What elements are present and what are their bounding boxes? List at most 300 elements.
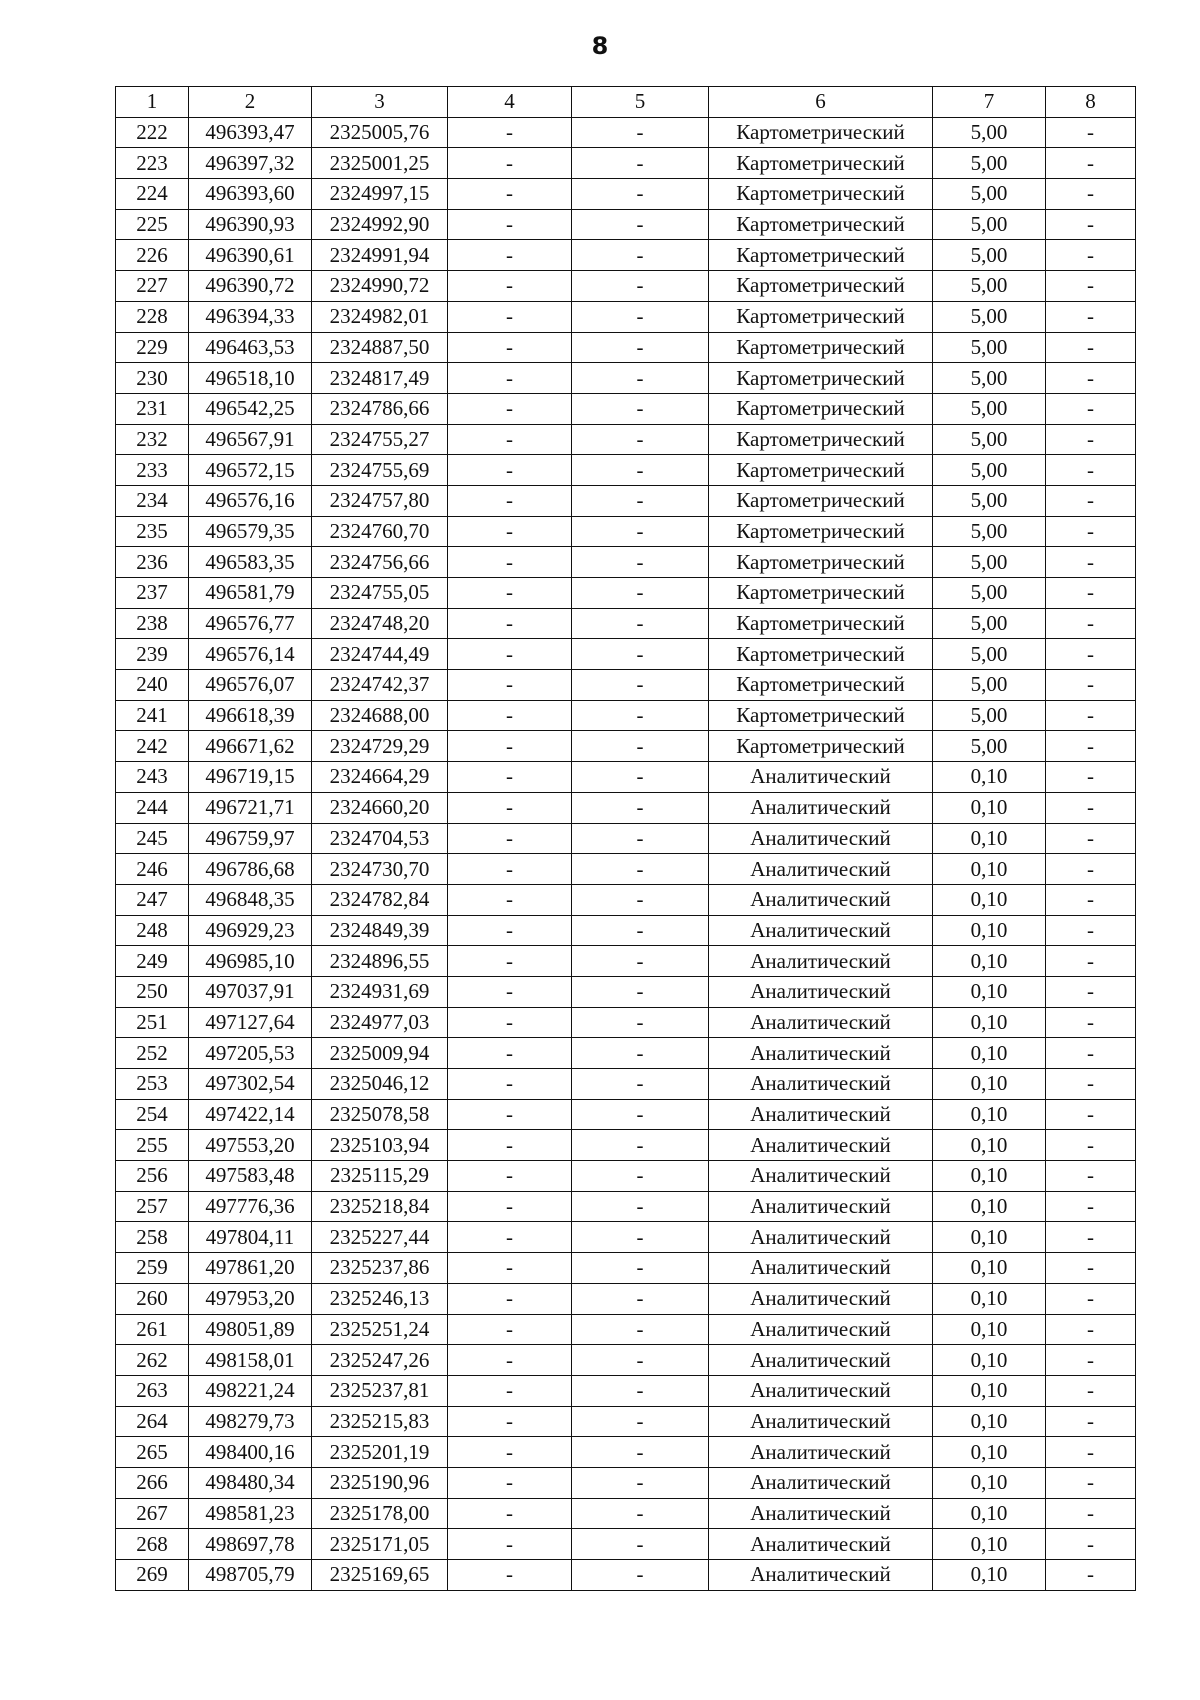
cell-accuracy: 5,00 <box>933 516 1046 547</box>
cell-col-8: - <box>1046 1529 1136 1560</box>
cell-method: Аналитический <box>709 1406 933 1437</box>
table-row <box>116 670 1136 701</box>
cell-accuracy: 0,10 <box>933 1222 1046 1253</box>
table-row <box>116 1038 1136 1069</box>
cell-col-4: - <box>448 516 572 547</box>
cell-point-number: 255 <box>116 1130 189 1161</box>
cell-col-5: - <box>572 1529 709 1560</box>
cell-accuracy: 0,10 <box>933 1283 1046 1314</box>
cell-accuracy: 0,10 <box>933 792 1046 823</box>
table-row <box>116 731 1136 762</box>
cell-accuracy: 5,00 <box>933 148 1046 179</box>
cell-accuracy: 0,10 <box>933 1191 1046 1222</box>
cell-accuracy: 0,10 <box>933 1345 1046 1376</box>
cell-accuracy: 5,00 <box>933 301 1046 332</box>
cell-method: Аналитический <box>709 1467 933 1498</box>
cell-coord-y: 2325078,58 <box>312 1099 448 1130</box>
cell-coord-x: 496390,61 <box>189 240 312 271</box>
cell-accuracy: 0,10 <box>933 1069 1046 1100</box>
column-header-accuracy: 7 <box>933 87 1046 118</box>
cell-col-8: - <box>1046 363 1136 394</box>
cell-coord-y: 2324755,05 <box>312 578 448 609</box>
cell-col-8: - <box>1046 179 1136 210</box>
table-row <box>116 332 1136 363</box>
cell-coord-x: 496583,35 <box>189 547 312 578</box>
cell-point-number: 242 <box>116 731 189 762</box>
cell-col-8: - <box>1046 516 1136 547</box>
cell-accuracy: 0,10 <box>933 1038 1046 1069</box>
cell-coord-y: 2325103,94 <box>312 1130 448 1161</box>
cell-coord-y: 2324786,66 <box>312 393 448 424</box>
cell-col-8: - <box>1046 792 1136 823</box>
cell-col-5: - <box>572 731 709 762</box>
cell-method: Аналитический <box>709 823 933 854</box>
table-row <box>116 240 1136 271</box>
cell-point-number: 265 <box>116 1437 189 1468</box>
cell-method: Аналитический <box>709 1375 933 1406</box>
cell-accuracy: 5,00 <box>933 240 1046 271</box>
cell-method: Картометрический <box>709 363 933 394</box>
cell-coord-x: 497422,14 <box>189 1099 312 1130</box>
cell-method: Аналитический <box>709 1253 933 1284</box>
cell-point-number: 245 <box>116 823 189 854</box>
cell-coord-y: 2325005,76 <box>312 117 448 148</box>
cell-col-5: - <box>572 1283 709 1314</box>
cell-coord-x: 496576,77 <box>189 608 312 639</box>
cell-point-number: 236 <box>116 547 189 578</box>
cell-col-8: - <box>1046 1038 1136 1069</box>
cell-coord-y: 2325190,96 <box>312 1467 448 1498</box>
cell-col-8: - <box>1046 1560 1136 1591</box>
cell-point-number: 222 <box>116 117 189 148</box>
cell-coord-x: 497953,20 <box>189 1283 312 1314</box>
cell-col-5: - <box>572 1498 709 1529</box>
cell-col-5: - <box>572 854 709 885</box>
table-row <box>116 1161 1136 1192</box>
cell-coord-x: 496576,14 <box>189 639 312 670</box>
cell-method: Аналитический <box>709 1345 933 1376</box>
cell-col-5: - <box>572 455 709 486</box>
table-row <box>116 1498 1136 1529</box>
cell-col-4: - <box>448 639 572 670</box>
cell-coord-x: 496390,72 <box>189 271 312 302</box>
cell-method: Картометрический <box>709 393 933 424</box>
cell-point-number: 256 <box>116 1161 189 1192</box>
table-row <box>116 1314 1136 1345</box>
cell-col-8: - <box>1046 1222 1136 1253</box>
table-row <box>116 915 1136 946</box>
table-row <box>116 976 1136 1007</box>
cell-coord-y: 2324744,49 <box>312 639 448 670</box>
cell-method: Аналитический <box>709 854 933 885</box>
cell-point-number: 268 <box>116 1529 189 1560</box>
cell-coord-x: 496397,32 <box>189 148 312 179</box>
header-row <box>116 87 1136 118</box>
cell-method: Картометрический <box>709 639 933 670</box>
cell-accuracy: 0,10 <box>933 1253 1046 1284</box>
table-row <box>116 1007 1136 1038</box>
cell-coord-y: 2325009,94 <box>312 1038 448 1069</box>
table-row <box>116 1283 1136 1314</box>
cell-col-8: - <box>1046 1437 1136 1468</box>
cell-coord-x: 498051,89 <box>189 1314 312 1345</box>
cell-coord-x: 498158,01 <box>189 1345 312 1376</box>
table-row <box>116 1375 1136 1406</box>
table-row <box>116 117 1136 148</box>
cell-coord-y: 2324982,01 <box>312 301 448 332</box>
cell-coord-x: 497127,64 <box>189 1007 312 1038</box>
cell-col-4: - <box>448 1406 572 1437</box>
cell-col-4: - <box>448 792 572 823</box>
cell-col-4: - <box>448 1498 572 1529</box>
cell-col-8: - <box>1046 608 1136 639</box>
cell-col-5: - <box>572 1099 709 1130</box>
cell-col-5: - <box>572 976 709 1007</box>
cell-method: Картометрический <box>709 148 933 179</box>
cell-point-number: 261 <box>116 1314 189 1345</box>
table-row <box>116 700 1136 731</box>
cell-coord-x: 498705,79 <box>189 1560 312 1591</box>
cell-col-4: - <box>448 1283 572 1314</box>
cell-accuracy: 0,10 <box>933 823 1046 854</box>
cell-col-5: - <box>572 1007 709 1038</box>
table-row <box>116 762 1136 793</box>
cell-col-8: - <box>1046 884 1136 915</box>
cell-point-number: 263 <box>116 1375 189 1406</box>
cell-col-5: - <box>572 301 709 332</box>
cell-col-5: - <box>572 578 709 609</box>
cell-coord-y: 2324977,03 <box>312 1007 448 1038</box>
cell-coord-x: 498221,24 <box>189 1375 312 1406</box>
cell-col-4: - <box>448 976 572 1007</box>
cell-coord-y: 2324757,80 <box>312 485 448 516</box>
cell-col-8: - <box>1046 332 1136 363</box>
table-row <box>116 608 1136 639</box>
cell-col-4: - <box>448 1253 572 1284</box>
cell-accuracy: 5,00 <box>933 700 1046 731</box>
cell-coord-x: 497302,54 <box>189 1069 312 1100</box>
cell-method: Аналитический <box>709 1314 933 1345</box>
cell-point-number: 251 <box>116 1007 189 1038</box>
table-row <box>116 424 1136 455</box>
cell-coord-x: 497205,53 <box>189 1038 312 1069</box>
cell-coord-y: 2325251,24 <box>312 1314 448 1345</box>
cell-accuracy: 0,10 <box>933 1406 1046 1437</box>
cell-col-5: - <box>572 1437 709 1468</box>
cell-point-number: 238 <box>116 608 189 639</box>
cell-col-4: - <box>448 762 572 793</box>
cell-col-5: - <box>572 332 709 363</box>
cell-coord-y: 2324991,94 <box>312 240 448 271</box>
cell-method: Картометрический <box>709 240 933 271</box>
cell-method: Картометрический <box>709 578 933 609</box>
cell-coord-y: 2324997,15 <box>312 179 448 210</box>
cell-accuracy: 0,10 <box>933 1437 1046 1468</box>
cell-accuracy: 5,00 <box>933 608 1046 639</box>
cell-col-8: - <box>1046 148 1136 179</box>
cell-coord-y: 2324756,66 <box>312 547 448 578</box>
cell-col-8: - <box>1046 1406 1136 1437</box>
cell-point-number: 230 <box>116 363 189 394</box>
cell-col-5: - <box>572 700 709 731</box>
cell-coord-x: 496518,10 <box>189 363 312 394</box>
cell-col-8: - <box>1046 271 1136 302</box>
cell-coord-y: 2324660,20 <box>312 792 448 823</box>
cell-coord-x: 496618,39 <box>189 700 312 731</box>
cell-accuracy: 0,10 <box>933 1375 1046 1406</box>
cell-col-5: - <box>572 1345 709 1376</box>
cell-accuracy: 5,00 <box>933 485 1046 516</box>
cell-col-4: - <box>448 1007 572 1038</box>
cell-point-number: 264 <box>116 1406 189 1437</box>
table-row <box>116 792 1136 823</box>
cell-col-4: - <box>448 117 572 148</box>
cell-col-4: - <box>448 1222 572 1253</box>
table-row <box>116 209 1136 240</box>
cell-method: Аналитический <box>709 1222 933 1253</box>
cell-point-number: 262 <box>116 1345 189 1376</box>
cell-point-number: 231 <box>116 393 189 424</box>
cell-col-5: - <box>572 1375 709 1406</box>
cell-coord-y: 2325046,12 <box>312 1069 448 1100</box>
cell-col-5: - <box>572 1406 709 1437</box>
cell-coord-y: 2324817,49 <box>312 363 448 394</box>
cell-col-4: - <box>448 1375 572 1406</box>
cell-point-number: 234 <box>116 485 189 516</box>
table-row <box>116 1437 1136 1468</box>
cell-coord-x: 496576,16 <box>189 485 312 516</box>
cell-col-4: - <box>448 884 572 915</box>
cell-coord-y: 2324896,55 <box>312 946 448 977</box>
cell-coord-y: 2324688,00 <box>312 700 448 731</box>
cell-method: Картометрический <box>709 179 933 210</box>
table-row <box>116 1191 1136 1222</box>
cell-accuracy: 5,00 <box>933 393 1046 424</box>
cell-accuracy: 5,00 <box>933 424 1046 455</box>
table-row <box>116 485 1136 516</box>
cell-coord-x: 496786,68 <box>189 854 312 885</box>
cell-col-5: - <box>572 1161 709 1192</box>
cell-col-4: - <box>448 731 572 762</box>
cell-col-5: - <box>572 1130 709 1161</box>
cell-accuracy: 0,10 <box>933 1314 1046 1345</box>
column-header-col-5: 5 <box>572 87 709 118</box>
table-row <box>116 639 1136 670</box>
cell-method: Аналитический <box>709 1283 933 1314</box>
cell-col-8: - <box>1046 1099 1136 1130</box>
cell-col-4: - <box>448 455 572 486</box>
cell-coord-x: 497037,91 <box>189 976 312 1007</box>
cell-point-number: 240 <box>116 670 189 701</box>
cell-method: Картометрический <box>709 271 933 302</box>
cell-col-5: - <box>572 1314 709 1345</box>
cell-col-8: - <box>1046 485 1136 516</box>
cell-col-5: - <box>572 670 709 701</box>
cell-col-4: - <box>448 946 572 977</box>
cell-point-number: 250 <box>116 976 189 1007</box>
cell-accuracy: 0,10 <box>933 1161 1046 1192</box>
cell-coord-y: 2324729,29 <box>312 731 448 762</box>
cell-col-4: - <box>448 1467 572 1498</box>
cell-accuracy: 0,10 <box>933 1498 1046 1529</box>
cell-method: Аналитический <box>709 1437 933 1468</box>
cell-col-8: - <box>1046 455 1136 486</box>
cell-coord-y: 2324748,20 <box>312 608 448 639</box>
cell-coord-x: 496721,71 <box>189 792 312 823</box>
cell-accuracy: 5,00 <box>933 547 1046 578</box>
cell-method: Аналитический <box>709 1498 933 1529</box>
cell-col-4: - <box>448 1560 572 1591</box>
cell-accuracy: 0,10 <box>933 1130 1046 1161</box>
cell-col-8: - <box>1046 823 1136 854</box>
cell-coord-y: 2325247,26 <box>312 1345 448 1376</box>
cell-col-8: - <box>1046 1314 1136 1345</box>
cell-col-4: - <box>448 332 572 363</box>
cell-col-4: - <box>448 1069 572 1100</box>
cell-method: Картометрический <box>709 485 933 516</box>
cell-col-4: - <box>448 301 572 332</box>
cell-col-4: - <box>448 1038 572 1069</box>
table-row <box>116 1222 1136 1253</box>
table-row <box>116 179 1136 210</box>
cell-method: Картометрический <box>709 670 933 701</box>
cell-coord-x: 496848,35 <box>189 884 312 915</box>
cell-coord-y: 2324990,72 <box>312 271 448 302</box>
cell-coord-x: 497776,36 <box>189 1191 312 1222</box>
table-row <box>116 578 1136 609</box>
cell-coord-x: 496394,33 <box>189 301 312 332</box>
column-header-coord-x: 2 <box>189 87 312 118</box>
cell-coord-y: 2324730,70 <box>312 854 448 885</box>
cell-col-4: - <box>448 1345 572 1376</box>
cell-point-number: 239 <box>116 639 189 670</box>
cell-coord-x: 496393,47 <box>189 117 312 148</box>
cell-point-number: 247 <box>116 884 189 915</box>
coordinates-table <box>115 86 1136 1591</box>
cell-col-4: - <box>448 854 572 885</box>
cell-coord-y: 2325227,44 <box>312 1222 448 1253</box>
table-body <box>116 117 1136 1590</box>
cell-col-5: - <box>572 1069 709 1100</box>
cell-col-4: - <box>448 485 572 516</box>
cell-col-5: - <box>572 424 709 455</box>
cell-col-5: - <box>572 884 709 915</box>
cell-col-8: - <box>1046 547 1136 578</box>
cell-coord-x: 498581,23 <box>189 1498 312 1529</box>
cell-point-number: 249 <box>116 946 189 977</box>
cell-col-5: - <box>572 209 709 240</box>
table-row <box>116 455 1136 486</box>
cell-accuracy: 5,00 <box>933 455 1046 486</box>
cell-col-8: - <box>1046 1498 1136 1529</box>
cell-col-5: - <box>572 608 709 639</box>
cell-col-4: - <box>448 1191 572 1222</box>
cell-method: Аналитический <box>709 1069 933 1100</box>
table-row <box>116 363 1136 394</box>
table-row <box>116 1099 1136 1130</box>
cell-coord-y: 2324755,27 <box>312 424 448 455</box>
cell-coord-x: 496567,91 <box>189 424 312 455</box>
cell-col-4: - <box>448 578 572 609</box>
cell-accuracy: 5,00 <box>933 578 1046 609</box>
cell-method: Картометрический <box>709 516 933 547</box>
table-row <box>116 1529 1136 1560</box>
cell-point-number: 227 <box>116 271 189 302</box>
cell-col-5: - <box>572 148 709 179</box>
cell-col-5: - <box>572 792 709 823</box>
cell-coord-x: 496929,23 <box>189 915 312 946</box>
column-header-col-4: 4 <box>448 87 572 118</box>
cell-method: Аналитический <box>709 1161 933 1192</box>
cell-col-8: - <box>1046 1007 1136 1038</box>
cell-col-4: - <box>448 1529 572 1560</box>
cell-col-8: - <box>1046 854 1136 885</box>
cell-col-5: - <box>572 547 709 578</box>
cell-coord-y: 2324782,84 <box>312 884 448 915</box>
cell-method: Аналитический <box>709 762 933 793</box>
cell-col-5: - <box>572 823 709 854</box>
cell-accuracy: 5,00 <box>933 332 1046 363</box>
cell-coord-x: 496393,60 <box>189 179 312 210</box>
cell-col-8: - <box>1046 639 1136 670</box>
cell-col-8: - <box>1046 393 1136 424</box>
cell-method: Картометрический <box>709 608 933 639</box>
cell-method: Картометрический <box>709 117 933 148</box>
cell-method: Картометрический <box>709 731 933 762</box>
cell-col-8: - <box>1046 700 1136 731</box>
cell-coord-y: 2325178,00 <box>312 1498 448 1529</box>
cell-accuracy: 5,00 <box>933 117 1046 148</box>
cell-col-8: - <box>1046 731 1136 762</box>
cell-coord-x: 496463,53 <box>189 332 312 363</box>
cell-point-number: 253 <box>116 1069 189 1100</box>
cell-col-8: - <box>1046 578 1136 609</box>
cell-col-4: - <box>448 1314 572 1345</box>
cell-col-5: - <box>572 516 709 547</box>
cell-col-8: - <box>1046 1375 1136 1406</box>
cell-col-4: - <box>448 915 572 946</box>
cell-method: Аналитический <box>709 1130 933 1161</box>
cell-point-number: 235 <box>116 516 189 547</box>
cell-accuracy: 0,10 <box>933 854 1046 885</box>
cell-coord-x: 496579,35 <box>189 516 312 547</box>
cell-method: Картометрический <box>709 209 933 240</box>
table-row <box>116 271 1136 302</box>
cell-coord-y: 2325169,65 <box>312 1560 448 1591</box>
cell-point-number: 246 <box>116 854 189 885</box>
cell-coord-x: 496581,79 <box>189 578 312 609</box>
cell-col-5: - <box>572 639 709 670</box>
cell-col-8: - <box>1046 670 1136 701</box>
cell-coord-y: 2324664,29 <box>312 762 448 793</box>
cell-accuracy: 0,10 <box>933 762 1046 793</box>
table-row <box>116 1467 1136 1498</box>
cell-col-8: - <box>1046 1253 1136 1284</box>
cell-col-5: - <box>572 915 709 946</box>
cell-accuracy: 0,10 <box>933 915 1046 946</box>
cell-col-8: - <box>1046 915 1136 946</box>
cell-method: Аналитический <box>709 1038 933 1069</box>
cell-point-number: 224 <box>116 179 189 210</box>
cell-coord-x: 498279,73 <box>189 1406 312 1437</box>
cell-accuracy: 0,10 <box>933 1007 1046 1038</box>
cell-col-5: - <box>572 485 709 516</box>
cell-coord-x: 496719,15 <box>189 762 312 793</box>
cell-point-number: 257 <box>116 1191 189 1222</box>
cell-coord-x: 497583,48 <box>189 1161 312 1192</box>
cell-point-number: 266 <box>116 1467 189 1498</box>
cell-col-4: - <box>448 209 572 240</box>
